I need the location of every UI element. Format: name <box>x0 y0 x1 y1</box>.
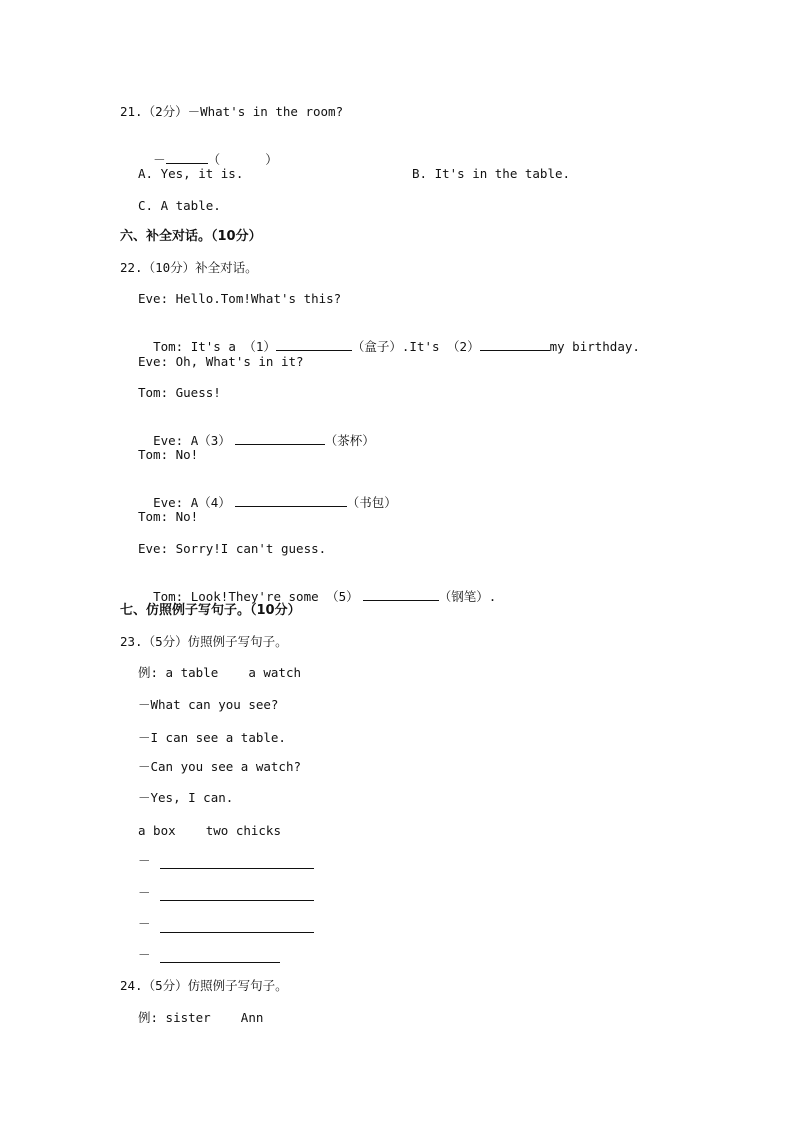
q22-blank-5[interactable] <box>363 588 439 601</box>
q22-line-5-part-a: Eve: A（3） <box>153 433 231 448</box>
q22-line-5 <box>138 416 375 449</box>
q22-line-8: Tom: No! <box>138 509 199 524</box>
q22-line-10-part-b: （钢笔）. <box>438 589 497 604</box>
q23-example-line-3: －Can you see a watch? <box>138 759 302 774</box>
q21-answer-row <box>138 135 278 168</box>
q23-example-line-2: －I can see a table. <box>138 730 286 745</box>
q22-line-7-part-a: Eve: A（4） <box>153 495 231 510</box>
q23-example-line-4: －Yes, I can. <box>138 790 234 805</box>
q22-line-2-part-c: my birthday. <box>549 339 640 354</box>
q22-blank-1[interactable] <box>276 338 352 351</box>
q23-prompt: a box two chicks <box>138 823 281 838</box>
q22-line-5-part-b: （茶杯） <box>324 433 375 448</box>
q21-answer-blank[interactable] <box>166 151 208 164</box>
q22-line-7-part-b: （书包） <box>346 495 397 510</box>
q21-stem: 21.（2分）－What's in the room? <box>120 104 344 119</box>
q21-option-b: B. It's in the table. <box>412 166 571 181</box>
q22-line-9: Eve: Sorry!I can't guess. <box>138 541 327 556</box>
q21-option-c: C. A table. <box>138 198 221 213</box>
q23-answer-line-3[interactable] <box>160 932 314 933</box>
q23-answer-line-2[interactable] <box>160 900 314 901</box>
section7-title: 七、仿照例子写句子。（10分） <box>120 603 301 618</box>
q21-option-a: A. Yes, it is. <box>138 166 244 181</box>
q22-line-10-part-a: Tom: Look!They're some （5） <box>153 589 359 604</box>
section6-title: 六、补全对话。（10分） <box>120 229 262 244</box>
q23-stem: 23.（5分）仿照例子写句子。 <box>120 634 288 649</box>
q22-line-7 <box>138 478 397 511</box>
q23-answer-dash-2: － <box>138 885 151 900</box>
q23-example-line-1: －What can you see? <box>138 697 279 712</box>
q22-line-10 <box>138 572 496 605</box>
q23-answer-dash-4: － <box>138 947 151 962</box>
q21-answer-paren: （ ） <box>207 152 278 167</box>
q22-line-3: Eve: Oh, What's in it? <box>138 354 304 369</box>
q24-example: 例: sister Ann <box>138 1010 264 1025</box>
q22-line-2-part-a: Tom: It's a （1） <box>153 339 276 354</box>
q22-stem: 22.（10分）补全对话。 <box>120 260 258 275</box>
q22-blank-2[interactable] <box>480 338 550 351</box>
q23-answer-dash-1: － <box>138 853 151 868</box>
q22-line-1: Eve: Hello.Tom!What's this? <box>138 291 342 306</box>
q22-blank-4[interactable] <box>235 494 347 507</box>
q23-example: 例: a table a watch <box>138 665 302 680</box>
q23-answer-line-1[interactable] <box>160 868 314 869</box>
q21-answer-dash: － <box>153 152 166 167</box>
q23-answer-line-4[interactable] <box>160 962 280 963</box>
q22-line-4: Tom: Guess! <box>138 385 221 400</box>
q22-line-2-part-b: （盒子）.It's （2） <box>351 339 480 354</box>
q22-line-6: Tom: No! <box>138 447 199 462</box>
q23-answer-dash-3: － <box>138 916 151 931</box>
q22-line-2 <box>138 322 640 355</box>
q22-blank-3[interactable] <box>235 432 325 445</box>
q24-stem: 24.（5分）仿照例子写句子。 <box>120 978 288 993</box>
